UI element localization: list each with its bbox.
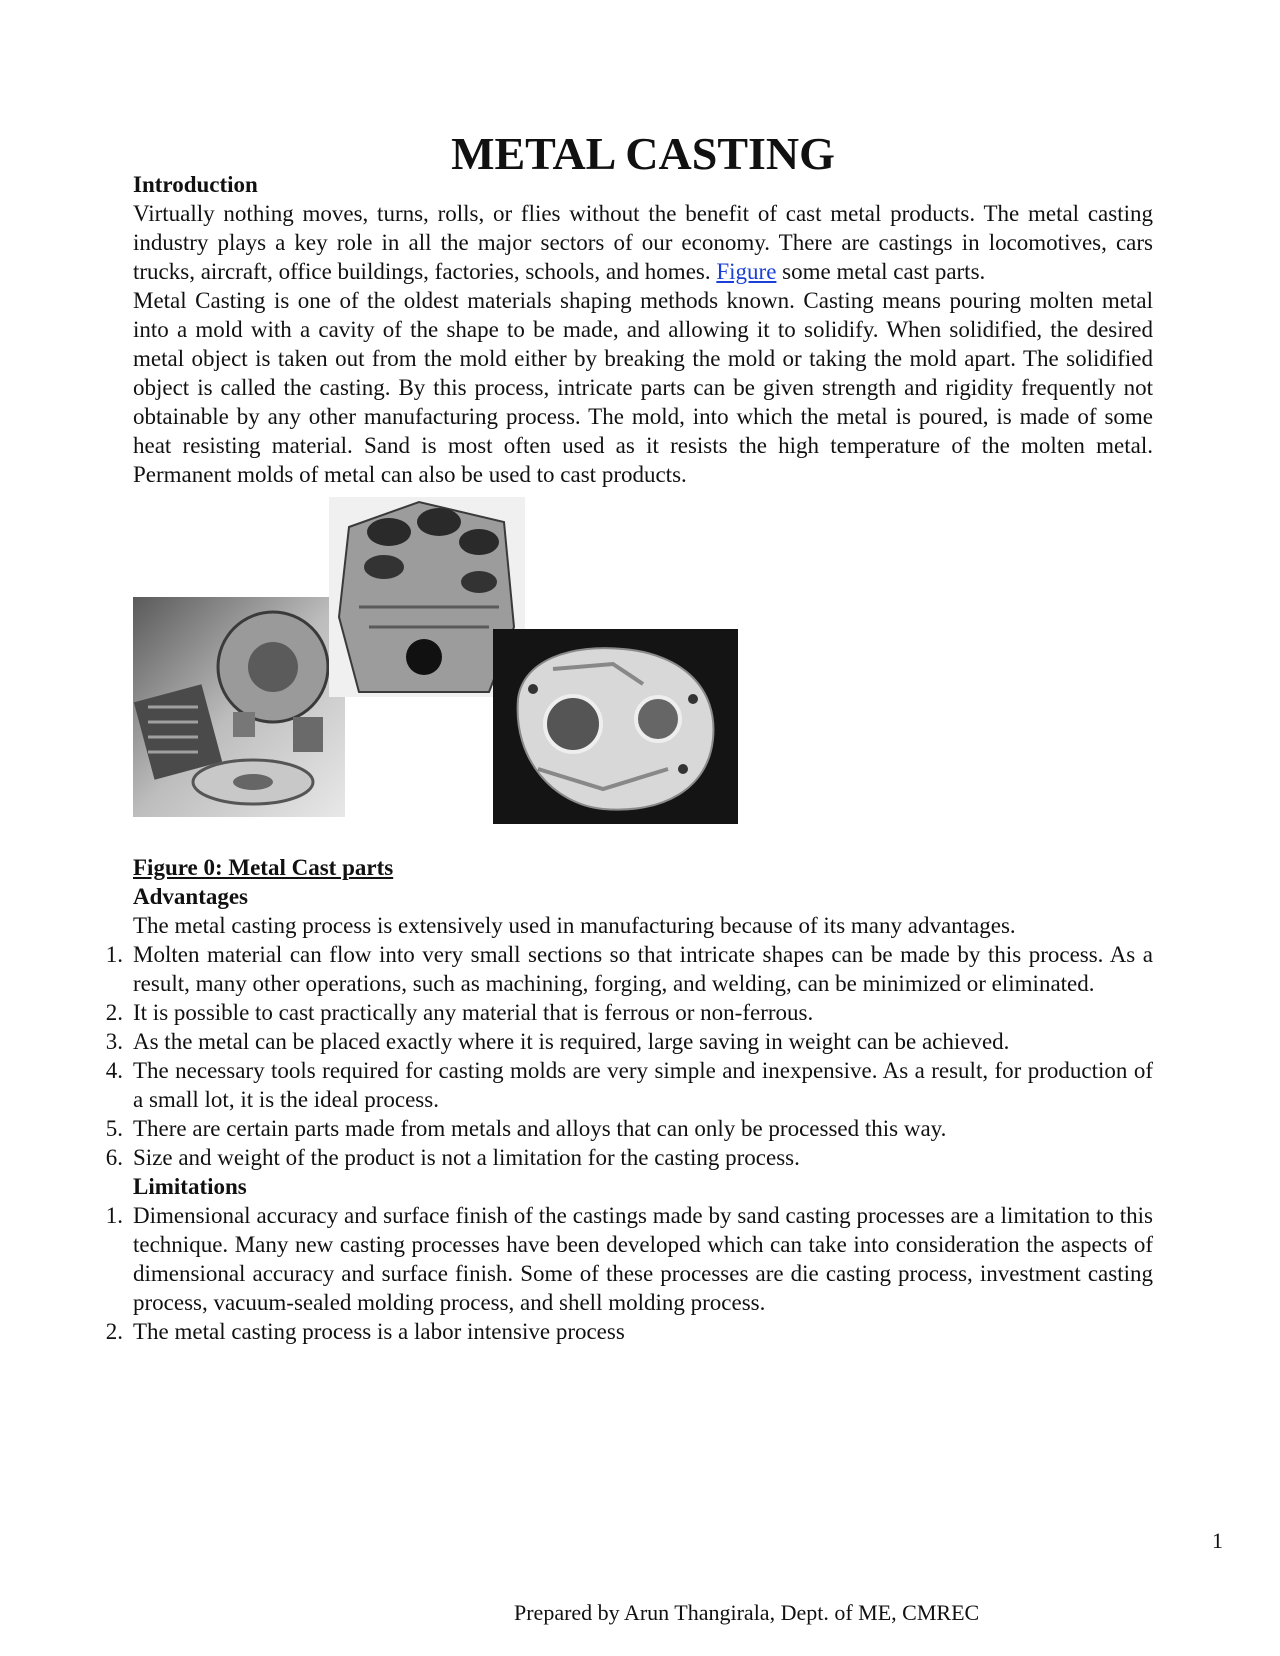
list-item-text: Size and weight of the product is not a limitation for the casting process. — [133, 1145, 800, 1170]
list-item-text: There are certain parts made from metals and alloys that can only be processed this way. — [133, 1116, 947, 1141]
list-item — [105, 1201, 1153, 1317]
intro-p1-text-before: Virtually nothing moves, turns, rolls, or flies without the benefit of cast metal products. The metal casting industry plays a key role in all the major sectors of our economy. There are castings in locomotives, cars trucks, aircraft, office buildings, factories, schools, and homes. — [133, 201, 1153, 284]
page-footer: Prepared by Arun Thangirala, Dept. of ME, CMREC — [514, 1600, 980, 1625]
intro-paragraph-1 — [133, 199, 1153, 286]
list-item — [105, 1317, 1153, 1346]
figure-metal-cast-parts — [133, 497, 1153, 837]
figure-link[interactable]: Figure — [716, 259, 777, 284]
list-item-number: 5. — [105, 1116, 123, 1141]
introduction-heading: Introduction — [133, 172, 258, 197]
list-item-number: 6. — [105, 1145, 123, 1170]
list-item-number: 2. — [105, 1000, 123, 1025]
document-title: METAL CASTING — [451, 128, 835, 179]
list-item-number: 1. — [105, 942, 123, 967]
figure-caption: Figure 0: Metal Cast parts — [133, 855, 394, 880]
list-item-text: Molten material can flow into very small sections so that intricate shapes can be made by this process. As a result, many other operations, such as machining, forging, and welding, can be minimized or eliminated. — [133, 942, 1153, 996]
list-item — [105, 1114, 1153, 1143]
list-item — [105, 1027, 1153, 1056]
list-item — [105, 940, 1153, 998]
list-item — [105, 1056, 1153, 1114]
limitations-list — [105, 1201, 1153, 1346]
list-item-text: The necessary tools required for casting molds are very simple and inexpensive. As a result, for production of a small lot, it is the ideal process. — [133, 1058, 1153, 1112]
document-body — [105, 128, 1153, 1346]
list-item — [105, 1143, 1153, 1172]
advantages-intro: The metal casting process is extensively used in manufacturing because of its many advantages. — [133, 913, 1016, 938]
brake-parts-photo — [133, 597, 345, 817]
advantages-list — [105, 940, 1153, 1172]
list-item-number: 3. — [105, 1029, 123, 1054]
list-item-text: It is possible to cast practically any material that is ferrous or non-ferrous. — [133, 1000, 814, 1025]
list-item-number: 2. — [105, 1319, 123, 1344]
intro-p1-text-after: some metal cast parts. — [776, 259, 986, 284]
advantages-heading: Advantages — [133, 884, 249, 909]
limitations-heading: Limitations — [133, 1174, 247, 1199]
list-item-text: Dimensional accuracy and surface finish of the castings made by sand casting processes are a limitation to this technique. Many new casting processes have been developed which can take into consideration the aspects of dimensional accuracy and surface finish. Some of these processes are die casting process, investment casting process, vacuum-sealed molding process, and shell molding process. — [133, 1203, 1153, 1315]
transmission-housing-photo — [493, 629, 738, 824]
page-number: 1 — [1212, 1528, 1223, 1553]
intro-paragraph-2: Metal Casting is one of the oldest materials shaping methods known. Casting means pouring molten metal into a mold with a cavity of the shape to be made, and allowing it to solidify. When solidified, the desired metal object is taken out from the mold either by breaking the mold or taking the mold apart. The solidified object is called the casting. By this process, intricate parts can be given strength and rigidity frequently not obtainable by any other manufacturing process. The mold, into which the metal is poured, is made of some heat resisting material. Sand is most often used as it resists the high temperature of the molten metal. Permanent molds of metal can also be used to cast products. — [133, 288, 1153, 487]
list-item-text: As the metal can be placed exactly where it is required, large saving in weight can be achieved. — [133, 1029, 1010, 1054]
list-item — [105, 998, 1153, 1027]
list-item-text: The metal casting process is a labor intensive process — [133, 1319, 625, 1344]
list-item-number: 1. — [105, 1203, 123, 1228]
list-item-number: 4. — [105, 1058, 123, 1083]
